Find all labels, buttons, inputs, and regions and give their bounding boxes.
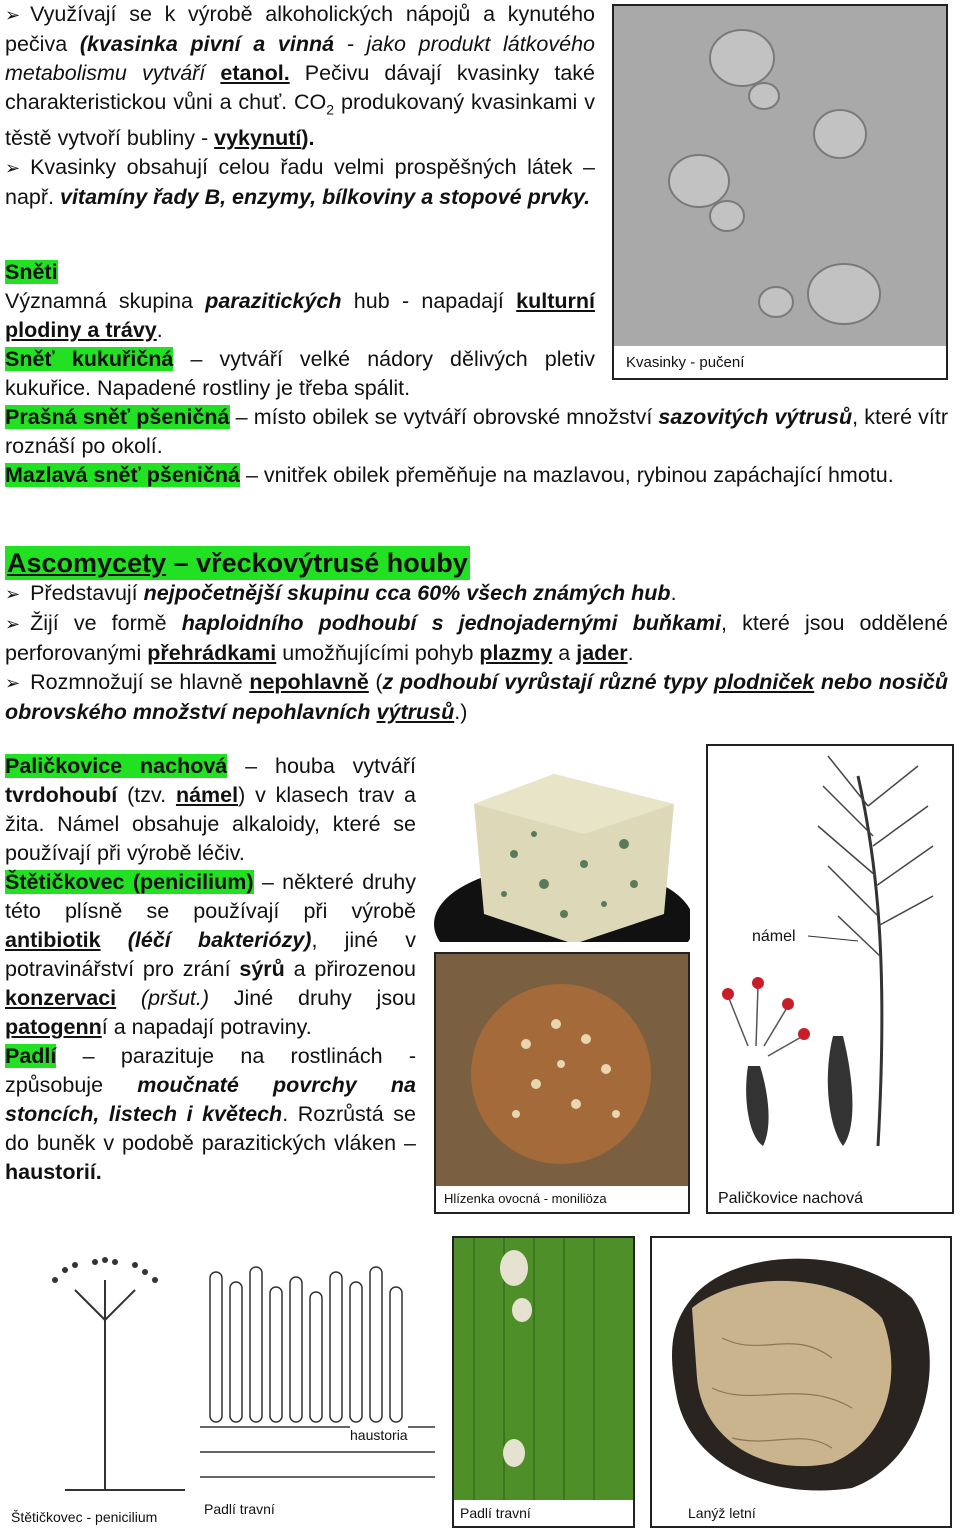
mildew-grass-figure — [452, 1236, 635, 1528]
blue-cheese-photo — [434, 744, 690, 942]
wheat-smuts: Prašná sněť pšeničná – místo obilek se vytváří obrovské množství sazovitých výtrusů, které vítr roznáší po okolí. Mazlavá sněť pšeničná – vnitřek obilek přeměňuje na mazlavou, rybinou zapáchající hmotu. — [5, 405, 949, 487]
penicillium-drawing — [5, 1250, 195, 1500]
species-descriptions: Paličkovice nachová – houba vytváří tvrdohoubí (tzv. námel) v klasech trav a žita. Námel obsahuje alkaloidy, které se používají při výrobě léčiv. Štětičkovec (penicilium) – některé druhy této plísně se používají při výrobě antibiotik (léčí bakteriózy), jiné v potravinářství pro zrání sýrů a přirozenou konzervaci (pršut.) Jiné druhy jsou patogenní a napadají potraviny. Padlí – parazituje na rostlinách - způsobuje moučnaté povrchy na stoncích, listech i květech. Rozrůstá se do buněk v podobě parazitických vláken – haustorií. — [5, 754, 416, 1184]
monilia-photo — [436, 954, 688, 1186]
mildew-title: Padlí — [5, 1044, 57, 1068]
ergot-label: námel — [752, 928, 796, 945]
mildew-drawing-caption: Padlí travní — [204, 1501, 275, 1517]
haustoria-label: haustoria — [350, 1427, 408, 1443]
bullet-arrow-icon: ➢ — [5, 584, 21, 604]
truffle-caption: Lanýž letní — [688, 1505, 756, 1521]
ascomycetes-bullets: ➢ Představují nejpočetnější skupinu cca 60% všech známých hub. ➢ Žijí ve formě haploidního podhoubí s jednojadernými buňkami, které jsou oddělené perforovanými přehrádkami umožňujícími pohyb plazmy a jader. ➢ Rozmnožují se hlavně nepohlavně (z podhoubí vyrůstají různé typy plodniček nebo nosičů obrovského množství nepohlavních výtrusů.) — [5, 581, 949, 724]
yeast-micrograph — [614, 6, 946, 346]
bullet-arrow-icon: ➢ — [5, 158, 21, 179]
mildew-grass-photo — [454, 1238, 633, 1500]
smuts-title: Sněti — [5, 260, 58, 284]
ascomycetes-heading: Ascomycety – vřeckovýtrusé houby — [7, 548, 468, 578]
blue-cheese-figure — [434, 744, 690, 942]
slimy-smut-title: Mazlavá sněť pšeničná — [5, 463, 240, 487]
dusty-smut-title: Prašná sněť pšeničná — [5, 405, 230, 429]
penicillium-title: Štětičkovec (penicilium) — [5, 870, 254, 894]
mildew-drawing-figure — [200, 1262, 435, 1528]
ergot-drawing — [708, 746, 952, 1176]
mildew-drawing — [200, 1262, 435, 1492]
truffle-figure — [650, 1236, 952, 1528]
bullet-arrow-icon: ➢ — [5, 673, 21, 693]
yeast-caption: Kvasinky - pučení — [626, 354, 745, 371]
ergot-figure — [706, 744, 954, 1214]
smuts-section: Sněti Významná skupina parazitických hub - napadají kulturní plodiny a trávy. Sněť kukuřičná – vytváří velké nádory dělivých pletiv kukuřice. Napadené rostliny je třeba spálit. — [5, 260, 596, 400]
bullet-arrow-icon: ➢ — [5, 614, 21, 634]
yeast-figure — [612, 4, 948, 380]
penicillium-figure — [5, 1250, 195, 1528]
bullet-arrow-icon: ➢ — [5, 5, 21, 25]
penicillium-caption: Štětičkovec - penicilium — [11, 1509, 158, 1525]
truffle-photo — [652, 1238, 950, 1500]
yeast-bullets: ➢ Využívají se k výrobě alkoholických nápojů a kynutého pečiva (kvasinka pivní a vinná - jako produkt látkového metabolismu vytváří etanol. Pečivu dávají kvasinky také charakteristickou vůni a chuť. $CO_2$ produkovaný kvasinkami v těstě vytvoří bubliny - vykynutí). ➢ Kvasinky obsahují celou řadu velmi prospěšných látek – např. vitamíny řady B, enzymy, bílkoviny a stopové prvky. — [5, 2, 596, 210]
ergot-caption: Paličkovice nachová — [718, 1190, 863, 1207]
mildew-grass-caption: Padlí travní — [460, 1505, 531, 1521]
monilia-figure — [434, 952, 690, 1214]
corn-smut-title: Sněť kukuřičná — [5, 347, 174, 371]
ergot-title: Paličkovice nachová — [5, 754, 228, 778]
monilia-caption: Hlízenka ovocná - moniliöza — [444, 1191, 607, 1206]
